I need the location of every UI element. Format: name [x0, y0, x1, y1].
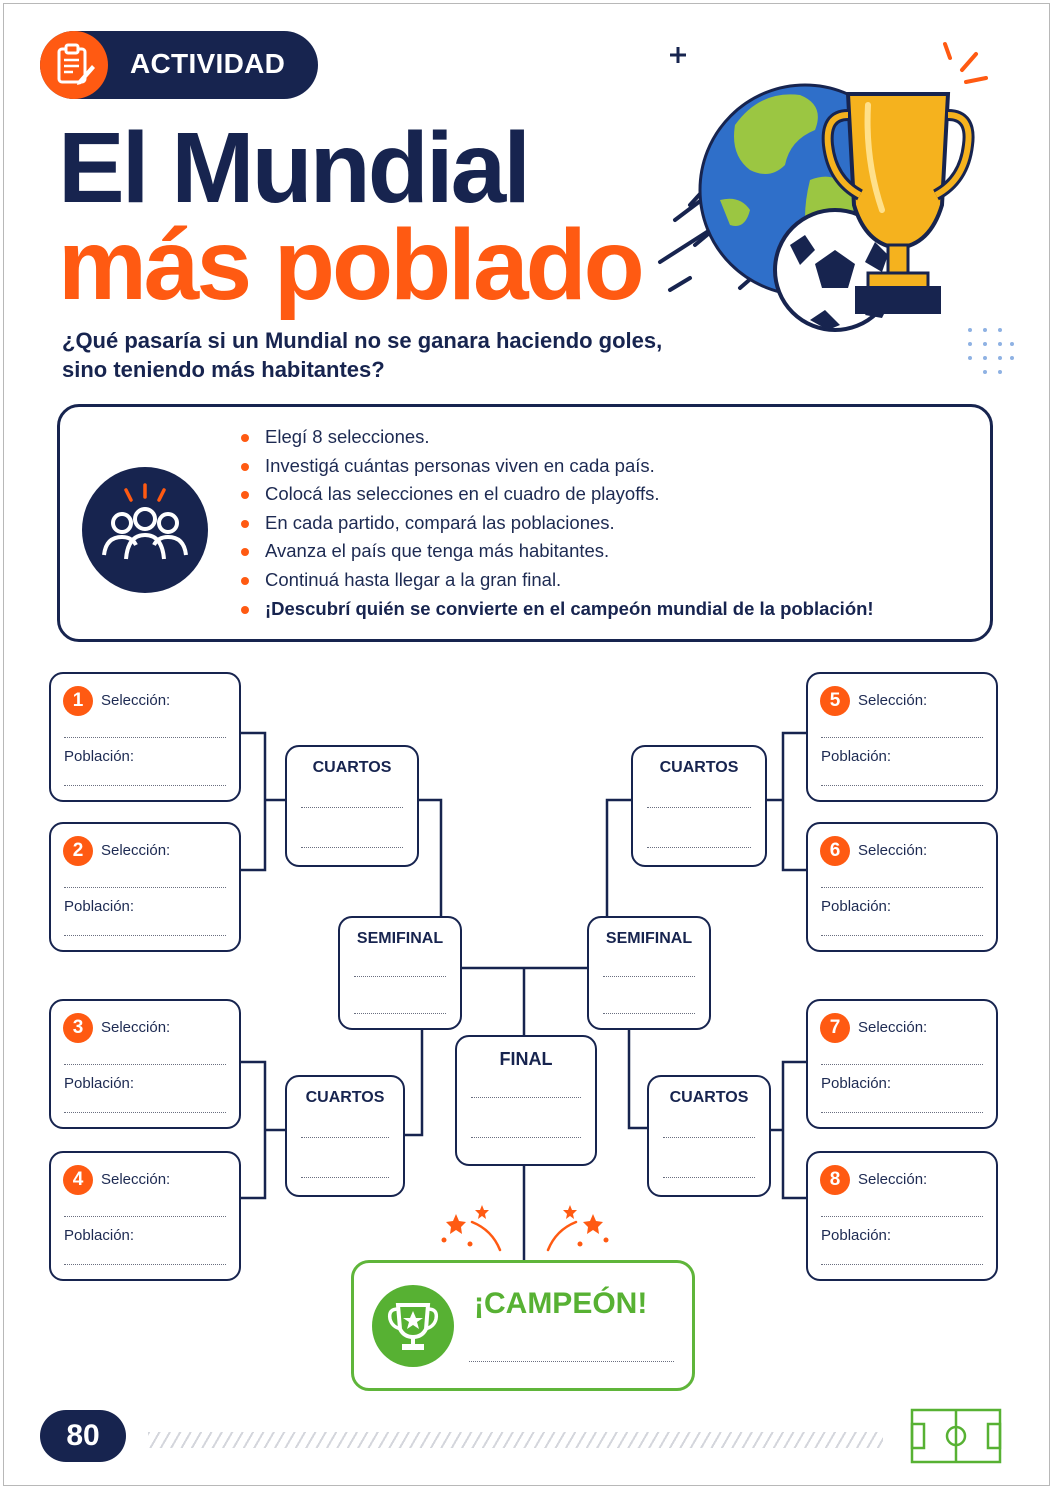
population-field[interactable]: [821, 785, 983, 786]
champion-label: ¡CAMPEÓN!: [474, 1287, 648, 1320]
instruction-highlight: ¡Descubrí quién se convierte en el campeón mundial de la población!: [235, 595, 874, 624]
selection-field[interactable]: [64, 1064, 226, 1065]
title-line-2: más poblado: [58, 209, 642, 321]
page-number: 80: [40, 1410, 126, 1462]
population-field[interactable]: [821, 935, 983, 936]
semifinal-box-left: [338, 916, 462, 1030]
team-slot-1: [49, 672, 241, 802]
quarterfinal-field[interactable]: [301, 807, 403, 808]
population-label: Población:: [64, 1075, 135, 1092]
semifinal-field[interactable]: [354, 976, 446, 977]
semifinal-field[interactable]: [603, 1013, 695, 1014]
quarterfinal-label: CUARTOS: [659, 759, 739, 776]
selection-label: Selección:: [101, 692, 171, 709]
soccer-field-icon: [910, 1408, 1002, 1464]
semifinal-field[interactable]: [354, 1013, 446, 1014]
selection-field[interactable]: [821, 887, 983, 888]
selection-field[interactable]: [64, 737, 226, 738]
instruction-item: Investigá cuántas personas viven en cada país.: [235, 452, 874, 481]
quarterfinal-field[interactable]: [663, 1177, 755, 1178]
champion-box: [351, 1260, 695, 1391]
final-box: [455, 1035, 597, 1166]
population-label: Población:: [64, 748, 135, 765]
selection-label: Selección:: [858, 1019, 928, 1036]
population-field[interactable]: [821, 1264, 983, 1265]
population-field[interactable]: [64, 935, 226, 936]
semifinal-field[interactable]: [603, 976, 695, 977]
final-field[interactable]: [471, 1137, 581, 1138]
quarterfinal-box-top-left: [285, 745, 419, 867]
selection-label: Selección:: [101, 842, 171, 859]
quarterfinal-label: CUARTOS: [305, 1089, 385, 1106]
selection-field[interactable]: [821, 1216, 983, 1217]
quarterfinal-field[interactable]: [301, 1177, 389, 1178]
team-number-badge: 5: [820, 686, 850, 716]
instruction-item: En cada partido, compará las poblaciones.: [235, 509, 874, 538]
instruction-item: Colocá las selecciones en el cuadro de playoffs.: [235, 480, 874, 509]
team-number-badge: 7: [820, 1013, 850, 1043]
quarterfinal-box-bottom-left: [285, 1075, 405, 1197]
team-slot-3: [49, 999, 241, 1129]
subtitle-line-2: sino teniendo más habitantes?: [62, 357, 385, 382]
quarterfinal-label: CUARTOS: [669, 1089, 749, 1106]
badge-label: ACTIVIDAD: [130, 48, 286, 79]
trophy-star-icon: [372, 1285, 454, 1367]
team-number-badge: 4: [63, 1165, 93, 1195]
population-label: Población:: [64, 898, 135, 915]
quarterfinal-box-top-right: [631, 745, 767, 867]
team-number-badge: 3: [63, 1013, 93, 1043]
instruction-item: Elegí 8 selecciones.: [235, 423, 874, 452]
quarterfinal-label: CUARTOS: [312, 759, 392, 776]
subtitle-line-1: ¿Qué pasaría si un Mundial no se ganara haciendo goles,: [62, 328, 663, 353]
instruction-item: Continuá hasta llegar a la gran final.: [235, 566, 874, 595]
instruction-item: Avanza el país que tenga más habitantes.: [235, 537, 874, 566]
champion-field[interactable]: [469, 1361, 674, 1362]
team-slot-5: [806, 672, 998, 802]
quarterfinal-field[interactable]: [663, 1137, 755, 1138]
team-number-badge: 6: [820, 836, 850, 866]
population-label: Población:: [821, 748, 892, 765]
population-label: Población:: [821, 898, 892, 915]
population-label: Población:: [64, 1227, 135, 1244]
population-field[interactable]: [64, 785, 226, 786]
selection-field[interactable]: [64, 1216, 226, 1217]
selection-label: Selección:: [101, 1171, 171, 1188]
team-number-badge: 1: [63, 686, 93, 716]
quarterfinal-box-bottom-right: [647, 1075, 771, 1197]
selection-label: Selección:: [858, 842, 928, 859]
population-label: Población:: [821, 1075, 892, 1092]
team-number-badge: 2: [63, 836, 93, 866]
population-field[interactable]: [821, 1112, 983, 1113]
quarterfinal-field[interactable]: [301, 847, 403, 848]
selection-label: Selección:: [101, 1019, 171, 1036]
team-slot-8: [806, 1151, 998, 1281]
selection-label: Selección:: [858, 692, 928, 709]
population-field[interactable]: [64, 1264, 226, 1265]
semifinal-label: SEMIFINAL: [356, 930, 444, 947]
quarterfinal-field[interactable]: [301, 1137, 389, 1138]
final-label: FINAL: [499, 1049, 553, 1069]
semifinal-label: SEMIFINAL: [605, 930, 693, 947]
population-field[interactable]: [64, 1112, 226, 1113]
final-field[interactable]: [471, 1097, 581, 1098]
team-slot-7: [806, 999, 998, 1129]
population-label: Población:: [821, 1227, 892, 1244]
title-line-1: El Mundial: [58, 112, 528, 224]
selection-field[interactable]: [821, 737, 983, 738]
quarterfinal-field[interactable]: [647, 807, 751, 808]
selection-field[interactable]: [64, 887, 226, 888]
selection-label: Selección:: [858, 1171, 928, 1188]
team-slot-4: [49, 1151, 241, 1281]
footer-hatch-divider: [148, 1432, 883, 1448]
quarterfinal-field[interactable]: [647, 847, 751, 848]
team-slot-6: [806, 822, 998, 952]
semifinal-box-right: [587, 916, 711, 1030]
team-slot-2: [49, 822, 241, 952]
team-number-badge: 8: [820, 1165, 850, 1195]
selection-field[interactable]: [821, 1064, 983, 1065]
